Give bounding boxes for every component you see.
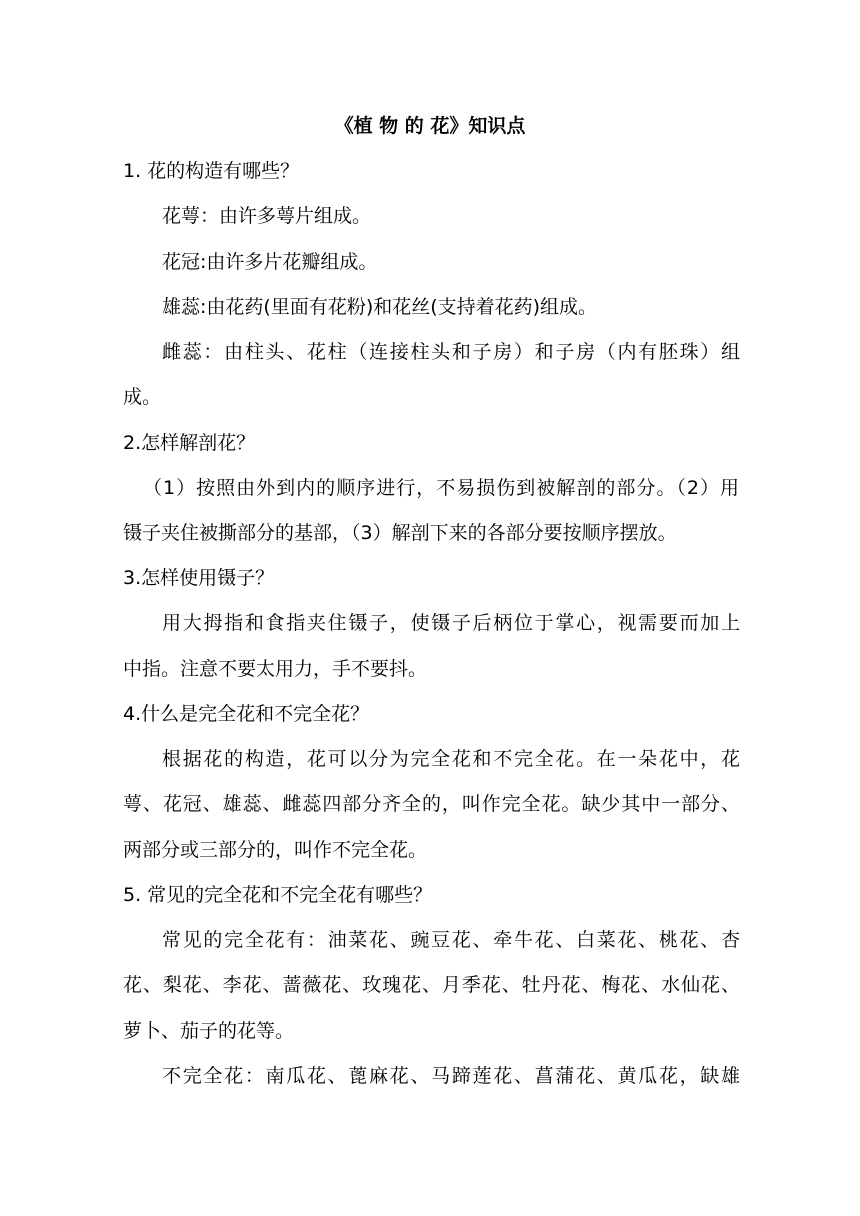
section-1-heading: 1. 花的构造有哪些？ xyxy=(123,160,300,182)
section-5-line-4: 不完全花：南瓜花、蓖麻花、马蹄莲花、菖蒲花、黄瓜花，缺雄 xyxy=(162,1065,740,1087)
section-3-line-2: 中指。注意不要太用力，手不要抖。 xyxy=(123,658,428,680)
section-1-line-5: 成。 xyxy=(123,386,162,408)
section-5-line-2: 花、梨花、李花、蔷薇花、玫瑰花、月季花、牡丹花、梅花、水仙花、 xyxy=(123,974,740,996)
section-2-heading: 2.怎样解剖花？ xyxy=(123,432,256,454)
section-1-line-1: 花萼：由许多萼片组成。 xyxy=(162,205,372,227)
section-4-line-1: 根据花的构造，花可以分为完全花和不完全花。在一朵花中，花 xyxy=(162,748,740,770)
document-title: 《植 物 的 花》知识点 xyxy=(334,115,526,137)
section-2-line-2: 镊子夹住被撕部分的基部，（3）解剖下来的各部分要按顺序摆放。 xyxy=(123,522,677,544)
section-3-line-1: 用大拇指和食指夹住镊子，使镊子后柄位于掌心，视需要而加上 xyxy=(162,612,740,634)
section-5-line-3: 萝卜、茄子的花等。 xyxy=(123,1020,295,1042)
section-4-line-3: 两部分或三部分的，叫作不完全花。 xyxy=(123,839,428,861)
section-1-line-2: 花冠:由许多片花瓣组成。 xyxy=(162,251,378,273)
section-4-line-2: 萼、花冠、雄蕊、雌蕊四部分齐全的，叫作完全花。缺少其中一部分、 xyxy=(123,793,740,815)
section-5-heading: 5. 常见的完全花和不完全花有哪些？ xyxy=(123,884,433,906)
section-1-line-3: 雄蕊:由花药(里面有花粉)和花丝(支持着花药)组成。 xyxy=(162,296,598,318)
section-4-heading: 4.什么是完全花和不完全花？ xyxy=(123,703,370,725)
section-2-line-1: （1）按照由外到内的顺序进行，不易损伤到被解剖的部分。（2）用 xyxy=(143,477,739,499)
section-3-heading: 3.怎样使用镊子？ xyxy=(123,567,275,589)
section-5-line-1: 常见的完全花有：油菜花、豌豆花、牵牛花、白菜花、桃花、杏 xyxy=(162,929,740,951)
section-1-line-4: 雌蕊：由柱头、花柱（连接柱头和子房）和子房（内有胚珠）组 xyxy=(162,341,740,363)
